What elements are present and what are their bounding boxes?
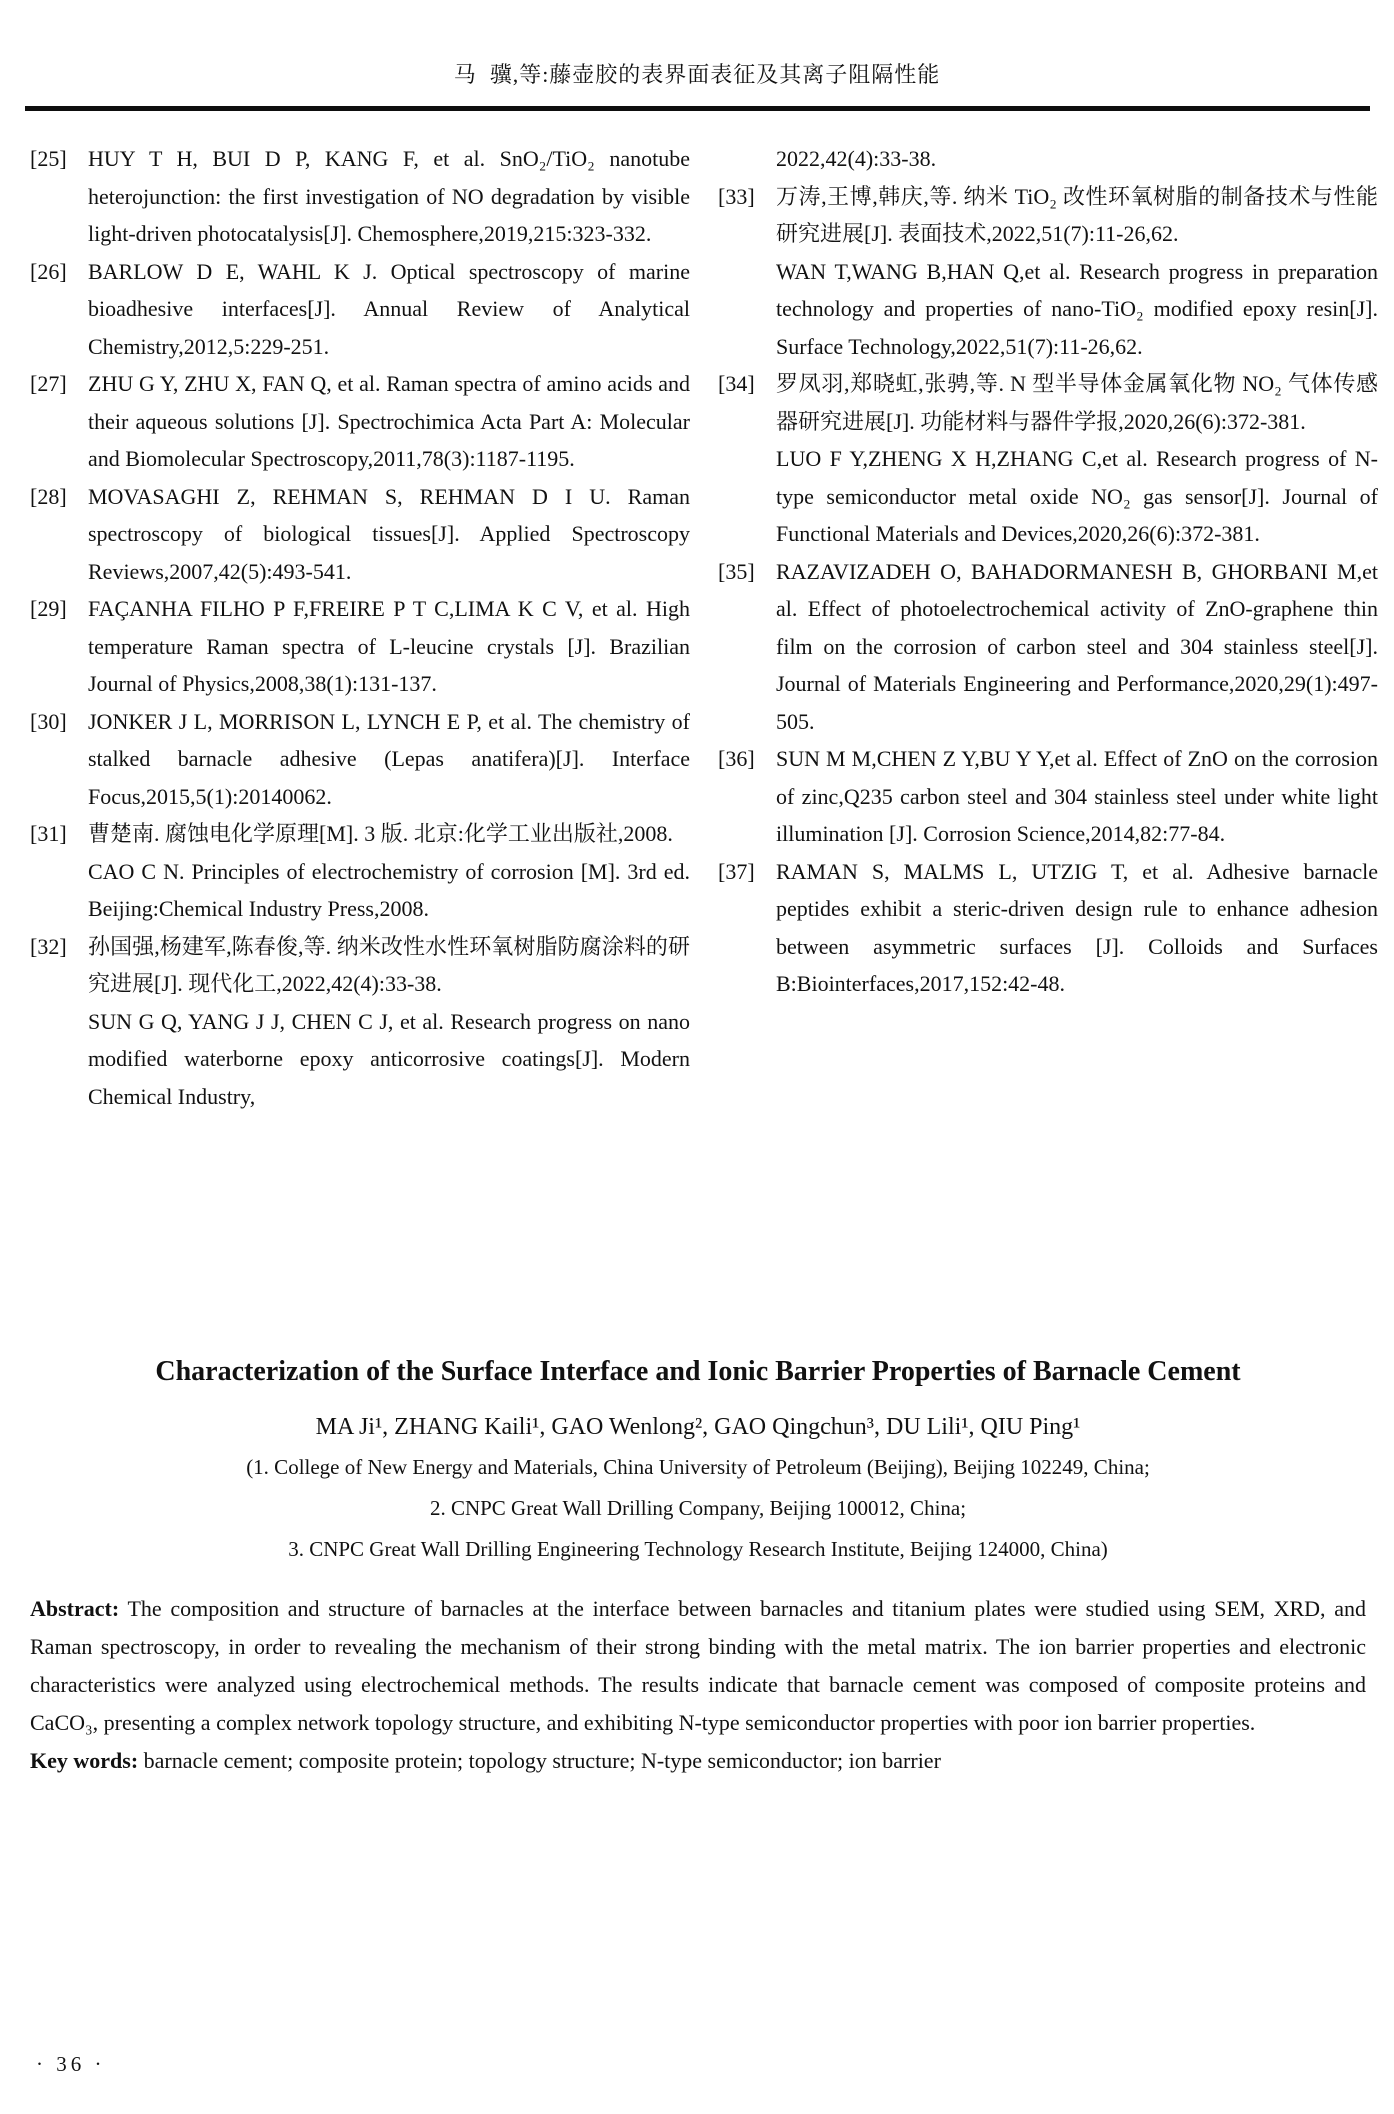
reference-text xyxy=(776,553,1378,741)
reference-text xyxy=(776,853,1378,1003)
abstract-label: Abstract: xyxy=(30,1596,120,1621)
reference-paragraph: MOVASAGHI Z, REHMAN S, REHMAN D I U. Raman spectroscopy of biological tissues[J]. Applied Spectroscopy Reviews,2007,42(5):493-541. xyxy=(88,483,690,584)
reference-item xyxy=(30,365,690,478)
header-rule xyxy=(25,106,1370,111)
reference-number: [34] xyxy=(718,371,755,396)
reference-number: [33] xyxy=(718,183,755,209)
reference-paragraph: 孙国强,杨建军,陈春俊,等. 纳米改性水性环氧树脂防腐涂料的研究进展[J]. 现代化工,2022,42(4):33-38. xyxy=(88,933,690,996)
keywords-text: barnacle cement; composite protein; topology structure; N-type semiconductor; ion barrier xyxy=(138,1748,941,1773)
reference-number xyxy=(718,140,776,178)
reference-paragraph: 罗凤羽,郑晓虹,张骋,等. N 型半导体金属氧化物 NO₂ 气体传感器研究进展[J]. 功能材料与器件学报,2020,26(6):372-381. xyxy=(776,371,1378,434)
reference-text xyxy=(88,928,690,1116)
reference-number: [35] xyxy=(718,558,755,584)
reference-paragraph: RAMAN S, MALMS L, UTZIG T, et al. Adhesive barnacle peptides exhibit a steric-driven design rule to enhance adhesion between asymmetric surfaces [J]. Colloids and Surfaces B:Biointerfaces,2017,152:42-48. xyxy=(776,858,1378,996)
article-title-en: Characterization of the Surface Interface and Ionic Barrier Properties of Barnacle Cement xyxy=(155,1356,1241,1387)
reference-paragraph: CAO C N. Principles of electrochemistry of corrosion [M]. 3rd ed. Beijing:Chemical Industry Press,2008. xyxy=(88,858,690,921)
reference-paragraph: SUN G Q, YANG J J, CHEN C J, et al. Research progress on nano modified waterborne epoxy anticorrosive coatings[J]. Modern Chemical Industry, xyxy=(88,1008,690,1109)
affiliation-line-1: (1. College of New Energy and Materials, China University of Petroleum (Beijing), Beijing 102249, China; xyxy=(246,1455,1150,1479)
reference-paragraph: BARLOW D E, WAHL K J. Optical spectroscopy of marine bioadhesive interfaces[J]. Annual Review of Analytical Chemistry,2012,5:229-251. xyxy=(88,258,690,359)
references-right-column xyxy=(718,140,1378,1115)
reference-number: [27] xyxy=(30,371,67,396)
reference-number: [31] xyxy=(30,821,67,846)
reference-number: [36] xyxy=(718,746,755,771)
reference-text xyxy=(88,140,690,253)
reference-item xyxy=(30,590,690,703)
keywords-line xyxy=(30,1742,1366,1780)
reference-item xyxy=(718,853,1378,1003)
reference-paragraph: SUN M M,CHEN Z Y,BU Y Y,et al. Effect of ZnO on the corrosion of zinc,Q235 carbon steel and 304 stainless steel under white light illumination [J]. Corrosion Science,2014,82:77-84. xyxy=(776,746,1378,846)
reference-item xyxy=(30,478,690,591)
reference-paragraph: RAZAVIZADEH O, BAHADORMANESH B, GHORBANI M,et al. Effect of photoelectrochemical activity of ZnO-graphene thin film on the corrosion of carbon steel and 304 stainless steel[J]. Journal of Materials Engineering and Performance,2020,29(1):497-505. xyxy=(776,558,1378,734)
abstract-paragraph xyxy=(30,1590,1366,1742)
article-authors: MA Ji¹, ZHANG Kaili¹, GAO Wenlong², GAO Qingchun³, DU Lili¹, QIU Ping¹ xyxy=(315,1414,1081,1440)
affiliation-line-2: 2. CNPC Great Wall Drilling Company, Beijing 100012, China; xyxy=(429,1496,967,1520)
reference-item xyxy=(718,365,1378,553)
reference-number: [26] xyxy=(30,258,67,284)
reference-text xyxy=(776,178,1378,366)
reference-text xyxy=(88,815,690,928)
affiliation-line-3: 3. CNPC Great Wall Drilling Engineering Technology Research Institute, Beijing 124000, China) xyxy=(288,1537,1108,1561)
reference-paragraph: 2022,42(4):33-38. xyxy=(776,146,937,171)
reference-paragraph: WAN T,WANG B,HAN Q,et al. Research progress in preparation technology and properties of nano-TiO₂ modified epoxy resin[J]. Surface Technology,2022,51(7):11-26,62. xyxy=(776,258,1378,359)
reference-item xyxy=(30,253,690,366)
english-article-block xyxy=(30,1356,1366,1780)
reference-item xyxy=(30,815,690,928)
reference-paragraph: 曹楚南. 腐蚀电化学原理[M]. 3 版. 北京:化学工业出版社,2008. xyxy=(88,821,673,846)
abstract-text: The composition and structure of barnacles at the interface between barnacles and titanium plates were studied using SEM, XRD, and Raman spectroscopy, in order to revealing the mechanism of their strong binding with the metal matrix. The ion barrier properties and electronic characteristics were analyzed using electrochemical methods. The results indicate that barnacle cement was composed of composite proteins and CaCO₃, presenting a complex network topology structure, and exhibiting N-type semiconductor properties with poor ion barrier properties. xyxy=(30,1596,1366,1735)
reference-number: [30] xyxy=(30,708,67,734)
reference-text xyxy=(776,740,1378,853)
reference-text xyxy=(88,590,690,703)
reference-number: [28] xyxy=(30,483,67,509)
reference-item xyxy=(30,703,690,816)
reference-text xyxy=(776,365,1378,553)
reference-text xyxy=(776,140,1378,178)
reference-item xyxy=(718,740,1378,853)
reference-number: [29] xyxy=(30,596,67,621)
reference-item xyxy=(718,553,1378,741)
reference-paragraph: ZHU G Y, ZHU X, FAN Q, et al. Raman spectra of amino acids and their aqueous solutions [J]. Spectrochimica Acta Part A: Molecular and Biomolecular Spectroscopy,2011,78(3):1187-1195. xyxy=(88,371,690,471)
references-section xyxy=(30,140,1378,1115)
reference-paragraph: HUY T H, BUI D P, KANG F, et al. SnO₂/TiO₂ nanotube heterojunction: the first investigation of NO degradation by visible light-driven photocatalysis[J]. Chemosphere,2019,215:323-332. xyxy=(88,146,690,246)
reference-paragraph: 万涛,王博,韩庆,等. 纳米 TiO₂ 改性环氧树脂的制备技术与性能研究进展[J]. 表面技术,2022,51(7):11-26,62. xyxy=(776,183,1378,246)
reference-number: [32] xyxy=(30,933,67,959)
reference-item xyxy=(718,140,1378,178)
keywords-label: Key words: xyxy=(30,1748,139,1773)
running-head-title: 马 骥,等:藤壶胶的表界面表征及其离子阻隔性能 xyxy=(453,62,941,87)
reference-text xyxy=(88,253,690,366)
reference-text xyxy=(88,478,690,591)
reference-number: [25] xyxy=(30,146,67,171)
reference-item xyxy=(30,928,690,1116)
reference-item xyxy=(30,140,690,253)
reference-paragraph: JONKER J L, MORRISON L, LYNCH E P, et al. The chemistry of stalked barnacle adhesive (Lepas anatifera)[J]. Interface Focus,2015,5(1):20140062. xyxy=(88,708,690,809)
reference-text xyxy=(88,703,690,816)
reference-paragraph: LUO F Y,ZHENG X H,ZHANG C,et al. Research progress of N-type semiconductor metal oxide NO₂ gas sensor[J]. Journal of Functional Materials and Devices,2020,26(6):372-381. xyxy=(776,446,1378,546)
reference-paragraph: FAÇANHA FILHO P F,FREIRE P T C,LIMA K C V, et al. High temperature Raman spectra of L-leucine crystals [J]. Brazilian Journal of Physics,2008,38(1):131-137. xyxy=(88,596,690,696)
reference-number: [37] xyxy=(718,858,755,884)
reference-item xyxy=(718,178,1378,366)
page-number: · 36 · xyxy=(36,2052,106,2076)
references-left-column xyxy=(30,140,690,1115)
reference-text xyxy=(88,365,690,478)
